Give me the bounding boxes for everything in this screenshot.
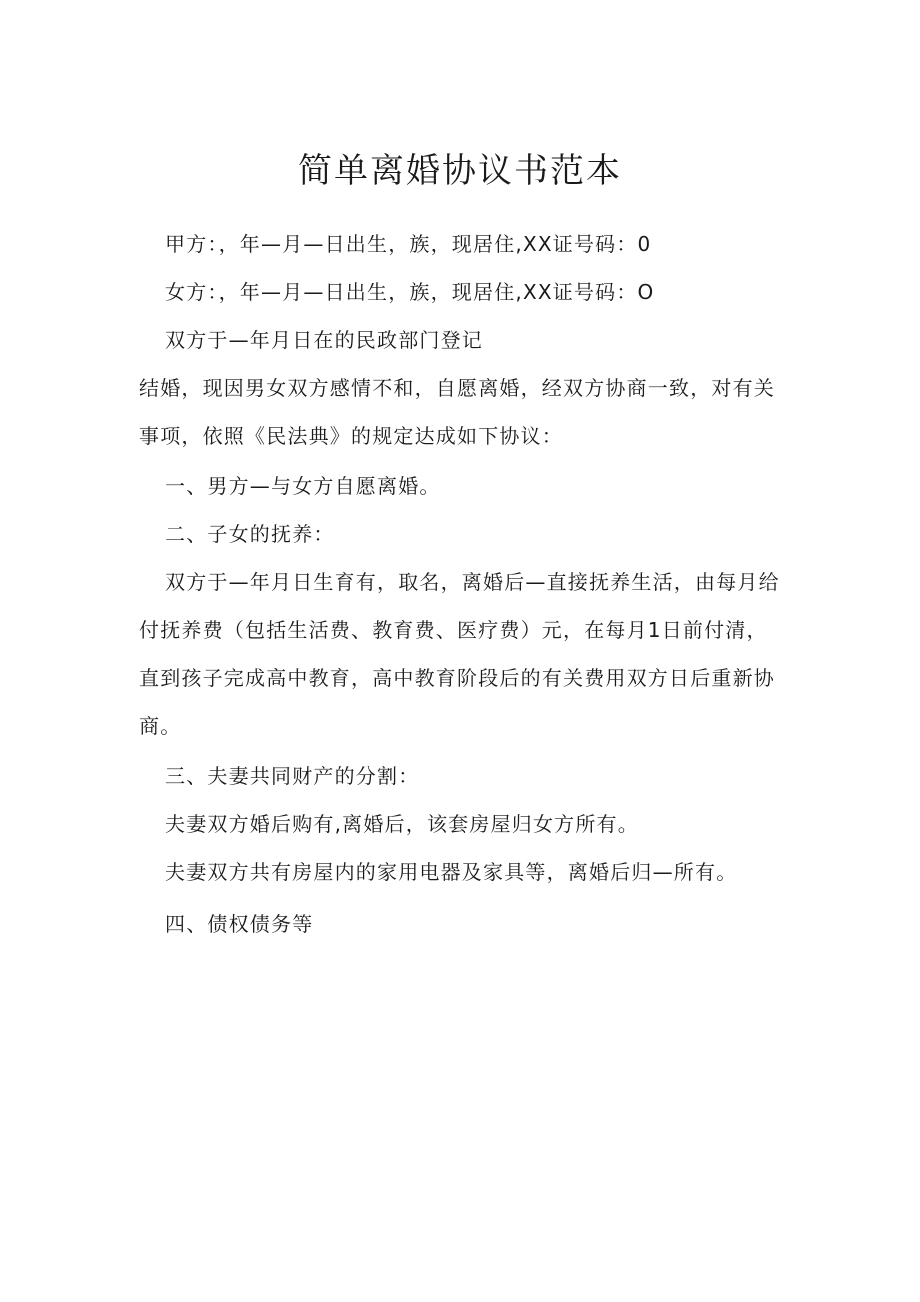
party-b-info: 女方：，年—月—日出生，族，现居住,XX证号码：O — [165, 280, 655, 304]
marriage-registration-line: 双方于—年月日在的民政部门登记 — [165, 328, 483, 352]
clause-2-heading: 二、子女的抚养： — [165, 522, 335, 546]
divorce-reason-line: 结婚，现因男女双方感情不和，自愿离婚，经双方协商一致，对有关 — [139, 376, 775, 400]
child-support-line-4: 商。 — [139, 714, 182, 738]
property-furniture-line: 夫妻双方共有房屋内的家用电器及家具等，离婚后归—所有。 — [165, 860, 738, 884]
child-support-line-1: 双方于—年月日生育有，取名，离婚后—直接抚养生活，由每月给 — [165, 570, 780, 594]
child-support-line-3: 直到孩子完成高中教育，高中教育阶段后的有关费用双方日后重新协 — [139, 666, 775, 690]
clause-4-heading: 四、债权债务等 — [165, 912, 314, 936]
clause-1: 一、男方—与女方自愿离婚。 — [165, 474, 441, 498]
child-support-line-2: 付抚养费（包括生活费、教育费、医疗费）元，在每月1日前付清， — [139, 618, 768, 642]
legal-basis-line: 事项，依照《民法典》的规定达成如下协议： — [139, 424, 563, 448]
party-a-info: 甲方：，年—月—日出生，族，现居住,XX证号码：0 — [165, 232, 652, 256]
document-title: 简单离婚协议书范本 — [298, 151, 622, 191]
property-house-line: 夫妻双方婚后购有,离婚后，该套房屋归女方所有。 — [165, 812, 639, 836]
clause-3-heading: 三、夫妻共同财产的分割： — [165, 764, 420, 788]
